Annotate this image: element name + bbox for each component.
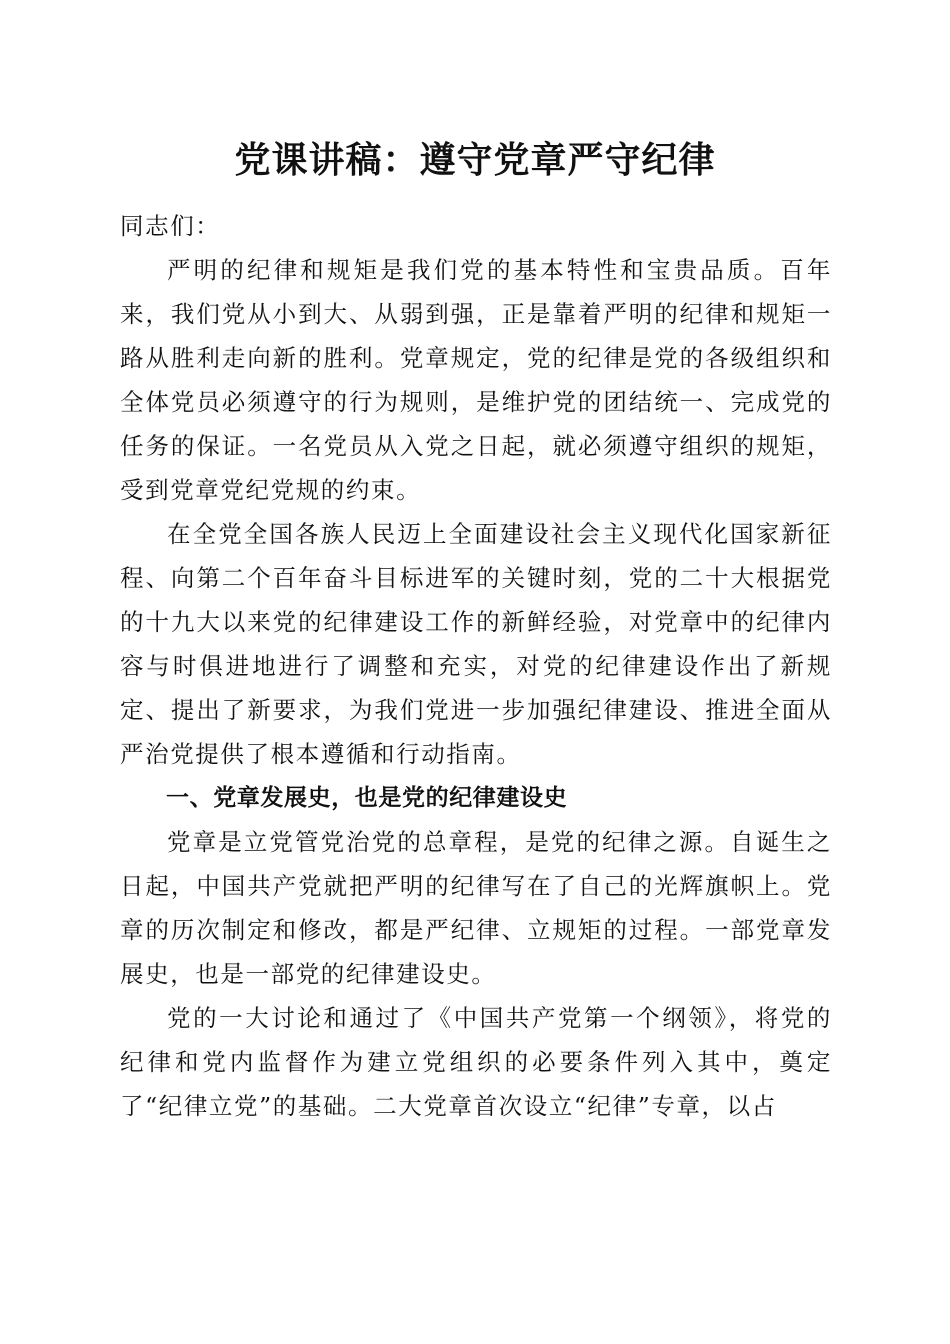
document-body (120, 204, 832, 1128)
document-title: 党课讲稿：遵守党章严守纪律 (234, 139, 716, 181)
paragraph-context: 在全党全国各族人民迈上全面建设社会主义现代化国家新征程、向第二个百年奋斗目标进军的关键时刻，党的二十大根据党的十九大以来党的纪律建设工作的新鲜经验，对党章中的纪律内容与时俱进地进行了调整和充实，对党的纪律建设作出了新规定、提出了新要求，为我们党进一步加强纪律建设、推进全面从严治党提供了根本遵循和行动指南。 (120, 520, 832, 768)
section-heading: 一、党章发展史，也是党的纪律建设史 (166, 785, 568, 811)
salutation: 同志们： (120, 212, 221, 240)
section-paragraph-1: 党章是立党管党治党的总章程，是党的纪律之源。自诞生之日起，中国共产党就把严明的纪律写在了自己的光辉旗帜上。党章的历次制定和修改，都是严纪律、立规矩的过程。一部党章发展史，也是一部党的纪律建设史。 (120, 828, 832, 988)
section-paragraph-2: 党的一大讨论和通过了《中国共产党第一个纲领》，将党的纪律和党内监督作为建立党组织的必要条件列入其中，奠定了“纪律立党”的基础。二大党章首次设立“纪律”专章，以占 (120, 1004, 832, 1120)
paragraph-intro: 严明的纪律和规矩是我们党的基本特性和宝贵品质。百年来，我们党从小到大、从弱到强，正是靠着严明的纪律和规矩一路从胜利走向新的胜利。党章规定，党的纪律是党的各级组织和全体党员必须遵守的行为规则，是维护党的团结统一、完成党的任务的保证。一名党员从入党之日起，就必须遵守组织的规矩，受到党章党纪党规的约束。 (120, 256, 832, 504)
